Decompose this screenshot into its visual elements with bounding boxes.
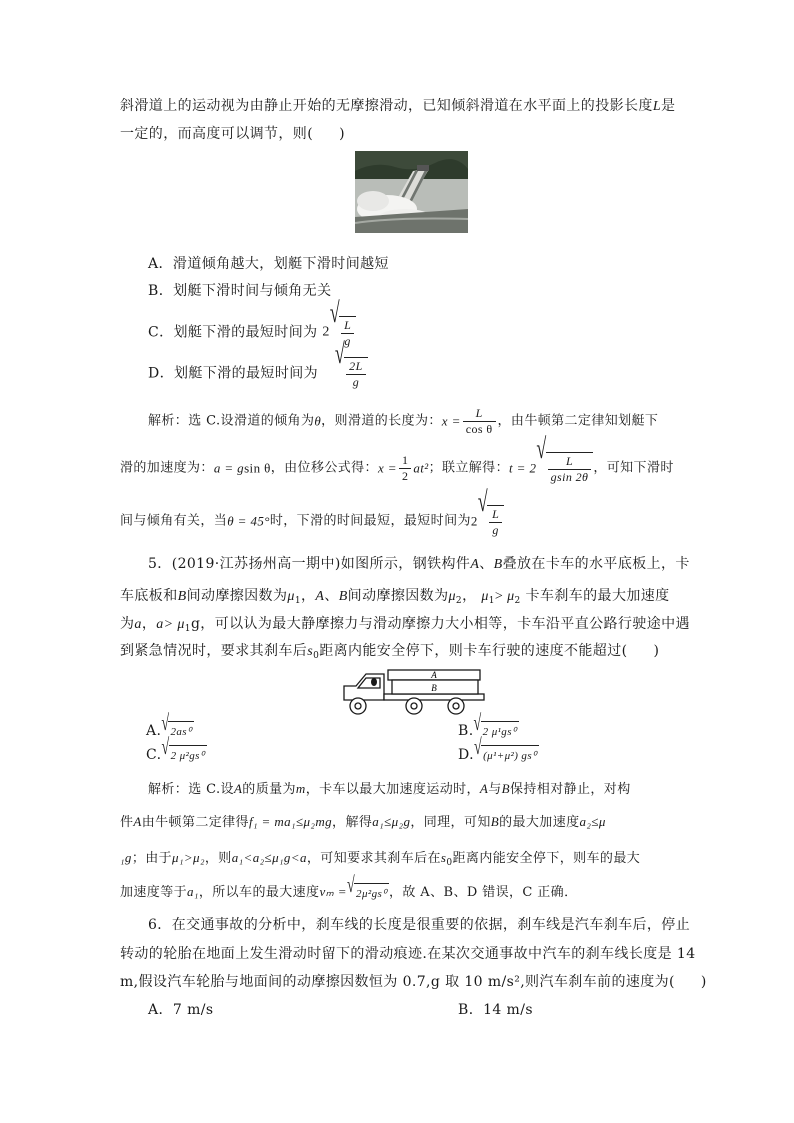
text: ，解得 <box>332 815 373 830</box>
text: ， <box>462 588 477 604</box>
sqrt-option: √ 2 μ¹gs⁰ <box>474 721 519 741</box>
sqrt-vm: √ 2μ²gs⁰ <box>347 883 389 903</box>
q4-stem-text: 斜滑道上的运动视为由静止开始的无摩擦滑动，已知倾斜滑道在水平面上的投影长度 <box>120 98 653 114</box>
q5-stem-line3: 为a，$a> \mu_1g$，可以认为最大静摩擦力与滑动摩擦力大小相等，卡车沿平直公路行驶途中遇 <box>120 616 690 634</box>
mu-ineq: μ₁>μ₂ <box>172 850 205 865</box>
mu: μ <box>448 589 456 604</box>
var-L: L <box>652 99 661 114</box>
var-A: A <box>470 557 480 572</box>
a1-le: a₁≤μ₂g <box>372 814 411 829</box>
mu: μ <box>507 589 515 604</box>
label-A: A <box>431 670 437 680</box>
text: 间动摩擦因数为 <box>347 588 449 604</box>
q5-analysis-line1 <box>148 779 631 800</box>
text: 解析：选 C.设 <box>148 782 234 797</box>
q6-stem-line2: 转动的轮胎在地面上发生滑动时留下的滑动痕迹.在某次交通事故中汽车的刹车线长度是 14 <box>120 946 696 962</box>
sin-theta: sin θ <box>244 460 271 476</box>
sqrt-L-over-g: √ $\frac{L}{g}$ <box>478 505 504 538</box>
var-B: B <box>501 781 510 796</box>
x-eq: x = <box>377 460 397 476</box>
var-A: A <box>479 781 489 796</box>
a-eq: a = g <box>213 460 245 476</box>
text: ，由位移公式得： <box>270 460 378 476</box>
a2-le: a₂≤μ <box>579 814 606 829</box>
q5-option-b <box>458 712 519 741</box>
q5-stem-line2: 车底板和B间动摩擦因数为$\mu_1$，A、B间动摩擦因数为$\mu_2$， $\mu_1> \mu_2$ 卡车刹车的最大加速度 <box>120 588 670 606</box>
text: ，可知下滑时 <box>593 460 674 476</box>
text: ；由于 <box>131 851 173 866</box>
text: 到紧急情况时，要求其刹车后 <box>120 643 308 659</box>
text: 件 <box>120 815 134 830</box>
vm: vₘ = <box>319 884 347 899</box>
q5-analysis-line3: ₁g；由于μ₁>μ₂，则a₁<a₂≤μ₁g<a，可知要求其刹车后在$s_0$距离内能安全停下，则车的最大 <box>120 850 641 868</box>
q4-stem-end: 是 <box>661 98 676 114</box>
q4-option-d <box>148 337 368 389</box>
text: ，卡车以最大加速度运动时， <box>305 782 480 797</box>
a1: a₁ <box>187 884 199 899</box>
q6-stem-line1: 6．在交通事故的分析中，刹车线的长度是很重要的依据，刹车线是汽车刹车后，停止 <box>148 917 691 933</box>
q4-stem-line1 <box>120 96 675 117</box>
var-A: A <box>315 589 325 604</box>
text: ，所以车的最大速度 <box>198 885 320 900</box>
q4-option-c <box>148 296 356 348</box>
frac-num: 1 <box>399 453 411 469</box>
q6-stem-line3 <box>120 972 707 992</box>
x-eq: x = <box>441 413 461 429</box>
mu: μ <box>287 589 295 604</box>
text: 距离内能安全停下，则卡车行驶的速度不能超过( <box>319 643 628 659</box>
var-B: B <box>338 589 348 604</box>
text: 叠放在卡车的水平底板上，卡 <box>502 556 690 572</box>
frac-num: L <box>341 318 354 334</box>
text: 解析：选 C.设滑道的倾角为 <box>148 413 315 429</box>
theta-45: θ = 45° <box>227 513 270 529</box>
q4-stem-text2: 一定的，而高度可以调节，则( <box>120 126 314 142</box>
q5-analysis-line2 <box>120 812 606 833</box>
frac-num: L <box>463 406 496 422</box>
sqrt-t: √ $\frac{L}{gsin 2\theta}$ <box>536 452 593 485</box>
option-letter: B. <box>458 723 474 739</box>
t-eq: t = 2 <box>508 460 537 476</box>
f1-eq: f₁ = ma₁≤μ₂mg <box>248 814 333 829</box>
var-A: A <box>233 781 243 796</box>
frac-L-over-cos <box>463 406 496 437</box>
text: ，故 A、B、D 错误，C 正确． <box>388 885 578 900</box>
frac-den: 2 <box>401 469 409 483</box>
mu1g: ₁g <box>120 850 132 865</box>
at2: at² <box>413 460 429 476</box>
radicand: 2μ²gs⁰ <box>354 883 389 903</box>
text: 间动摩擦因数为 <box>186 588 288 604</box>
sqrt-option: √ (μ¹+μ²) gs⁰ <box>474 745 539 765</box>
text: g，可以认为最大静摩擦力与滑动摩擦力大小相等，卡车沿平直公路行驶途中遇 <box>190 616 690 632</box>
q4-stem-line2 <box>120 124 345 144</box>
frac-num: L <box>548 454 592 470</box>
radicand: 2 μ²gs⁰ <box>169 745 207 765</box>
var-A: A <box>133 814 142 829</box>
truck-figure <box>336 664 488 716</box>
q5-analysis-line4 <box>120 873 578 903</box>
frac-den: g <box>352 375 360 389</box>
q5-option-d <box>458 736 539 765</box>
q5-number: 5．(2019·江苏扬州高一期中)如图所示，钢铁构件 <box>148 556 471 572</box>
text: 车底板和 <box>120 588 178 604</box>
option-letter: D. <box>458 747 474 763</box>
q5-option-a <box>146 712 194 741</box>
text: 由牛顿第二定律得 <box>141 815 249 830</box>
coef: 2 <box>322 324 330 340</box>
sqrt-option: √ 2as⁰ <box>161 721 193 741</box>
option-letter: A. <box>146 723 162 739</box>
frac-den: gsin 2θ <box>550 470 589 484</box>
a-ineq: a₁<a₂≤μ₁g<a <box>231 850 307 865</box>
text: 间与倾角有关，当 <box>120 513 228 529</box>
answer-paren: ) <box>700 974 707 990</box>
sqrt-L-over-g: √ $\frac{L}{g}$ <box>330 316 356 349</box>
text: ，则 <box>204 851 232 866</box>
var-B: B <box>490 814 500 829</box>
radicand: 2as⁰ <box>168 721 193 741</box>
radicand: 2 μ¹gs⁰ <box>481 721 519 741</box>
frac-den: cos θ <box>465 422 493 436</box>
q4-analysis-line3 <box>120 485 504 539</box>
sep: 、 <box>479 556 494 572</box>
text: 滑的加速度为： <box>120 460 214 476</box>
text: 与 <box>488 782 502 797</box>
waterslide-photo <box>355 151 468 233</box>
text: ，则滑道的长度为： <box>321 413 442 429</box>
answer-paren: ) <box>653 643 660 659</box>
mu: μ <box>481 589 489 604</box>
text: ；联立解得： <box>428 460 509 476</box>
text: ，由牛顿第二定律知划艇下 <box>497 413 659 429</box>
a-gt: a> μ <box>156 617 185 632</box>
text: ， <box>300 588 316 604</box>
frac-num: L <box>489 507 502 523</box>
frac-den: g <box>492 523 499 537</box>
sqrt-2L-over-g: √ $\frac{2L}{g}$ <box>335 357 368 390</box>
coef: 2 <box>470 513 478 529</box>
option-letter: C. <box>146 747 162 763</box>
s0: s <box>307 644 314 659</box>
text: 距离内能安全停下，则车的最大 <box>452 851 641 866</box>
frac-num: 2L <box>346 359 365 375</box>
sep: 、 <box>324 588 339 604</box>
q4-option-c-text: C．划艇下滑的最短时间为 <box>148 324 318 341</box>
q4-option-a: A．滑道倾角越大，划艇下滑时间越短 <box>148 256 389 272</box>
label-B: B <box>431 683 437 693</box>
text: 时，下滑的时间最短，最短时间为 <box>269 513 471 529</box>
text: 保持相对静止，对构 <box>510 782 631 797</box>
text: m,假设汽车轮胎与地面间的动摩擦因数恒为 0.7,g 取 10 m/s²,则汽车刹车前的速度为( <box>120 974 675 990</box>
var-B: B <box>493 557 503 572</box>
text: 加速度等于 <box>120 885 188 900</box>
q4-analysis-line2 <box>120 432 674 492</box>
sqrt-option: √ 2 μ²gs⁰ <box>161 745 206 765</box>
theta: θ <box>314 413 322 429</box>
q5-stem-line1 <box>148 554 690 575</box>
frac-den: g <box>344 334 351 348</box>
answer-paren: ) <box>339 126 345 142</box>
radicand: (μ¹+μ²) gs⁰ <box>481 745 539 765</box>
frac-half <box>399 453 411 484</box>
q6-option-b: B．14 m/s <box>458 1002 533 1018</box>
q5-stem-line4: 到紧急情况时，要求其刹车后$s_0$距离内能安全停下，则卡车行驶的速度不能超过( ) <box>120 643 660 661</box>
q6-option-a: A．7 m/s <box>148 1002 214 1018</box>
text: 卡车刹车的最大加速度 <box>525 588 670 604</box>
var-B: B <box>177 589 187 604</box>
q5-option-c <box>146 736 207 765</box>
text: 的最大加速度 <box>499 815 580 830</box>
text: 为 <box>120 616 135 632</box>
q4-option-d-text: D．划艇下滑的最短时间为 <box>148 365 319 382</box>
text: 的质量为 <box>242 782 296 797</box>
s0: s <box>440 850 447 865</box>
text: ，可知要求其刹车后在 <box>306 851 441 866</box>
var-m: m <box>295 781 306 796</box>
var-a: a <box>134 617 142 632</box>
q4-analysis-line1 <box>148 406 658 442</box>
text: ，同理，可知 <box>410 815 491 830</box>
text: ， <box>141 616 157 632</box>
q4-option-b: B．划艇下滑时间与倾角无关 <box>148 283 332 299</box>
